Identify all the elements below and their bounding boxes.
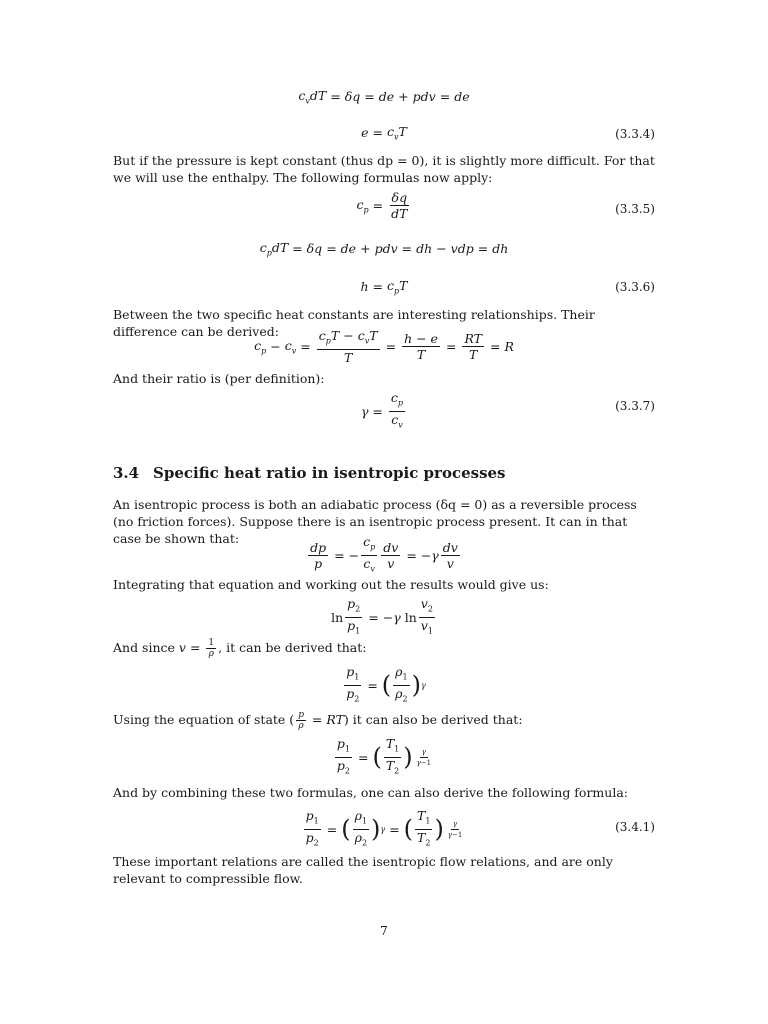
- equation-density-ratio: $\frac{p_1}{p_2}$ = ( $\frac{\rho_1}{\rho_2}$ ) γ: [346, 664, 426, 703]
- section-title: Specific heat ratio in isentropic processes: [153, 464, 506, 482]
- equation-ln: ln $\frac{p_2}{p_1}$ = − γ ln $\frac{v_2}{v_1}$: [331, 596, 433, 635]
- equation-3-3-4: e = $c_vT$ (3.3.4): [361, 124, 655, 142]
- equation-number: (3.3.5): [615, 202, 655, 216]
- paragraph-ratio: And their ratio is (per definition):: [113, 371, 325, 386]
- equation-3-4-1: $\frac{p_1}{p_2}$ = ( $\frac{\rho_1}{\rho_2}$ ) γ = ( $\frac{T_1}{T_2}$ ) $\frac{\gamma}{\gamma-1}$ (3.4.1): [305, 808, 655, 847]
- equation-dp-over-p: $\frac{dp}{p}$ = − $\frac{c_p}{c_v}$ $\frac{dv}{v}$ = − γ $\frac{dv}{v}$: [310, 534, 458, 573]
- equation-cv-dT: $c_vdT$ = δq = de + pdv = de: [298, 88, 470, 106]
- equation-3-3-7: γ = $\frac{c_p}{c_v}$ (3.3.7): [360, 390, 655, 429]
- paragraph-enthalpy-intro: But if the pressure is kept constant (thus dp = 0), it is slightly more difficult. For that we will use the enthalpy. The following formulas now apply:: [113, 153, 655, 185]
- paragraph-isentropic-intro: An isentropic process is both an adiabatic process (δq = 0) as a reversible process (no friction forces). Suppose there is an isentropic process present. It can in that case be shown that:: [113, 497, 637, 546]
- equation-3-3-5: $c_p$ = $\frac{\delta q}{dT}$ (3.3.5): [356, 190, 655, 221]
- paragraph-difference: Between the two specific heat constants are interesting relationships. Their difference can be derived:: [113, 307, 595, 339]
- equation-number: (3.3.6): [615, 280, 655, 294]
- paragraph-isentropic-relations: These important relations are called the isentropic flow relations, and are only relevant to compressible flow.: [113, 854, 613, 886]
- paragraph-integrating: Integrating that equation and working out the results would give us:: [113, 577, 549, 592]
- paragraph-since-v: And since v = $\frac{1}{\rho}$ , it can be derived that:: [113, 638, 367, 659]
- page-number: 7: [380, 924, 388, 938]
- paragraph-combining: And by combining these two formulas, one can also derive the following formula:: [113, 785, 628, 800]
- equation-cp-dT: $c_pdT$ = δq = de + pdv = dh − vdp = dh: [259, 240, 509, 258]
- section-number: 3.4: [113, 464, 140, 482]
- equation-number: (3.4.1): [615, 820, 655, 834]
- section-heading: [113, 464, 655, 482]
- equation-cp-minus-cv: $c_p$ − $c_v$ = $\frac{c_pT - c_vT}{T}$ = $\frac{h - e}{T}$ = $\frac{RT}{T}$ = R: [254, 328, 514, 365]
- paragraph-equation-of-state: Using the equation of state ( $\frac{p}{\rho}$ = RT) it can also be derived that:: [113, 710, 523, 731]
- equation-3-3-6: h = $c_pT$ (3.3.6): [360, 278, 655, 296]
- equation-number: (3.3.4): [615, 127, 655, 141]
- equation-temperature-ratio: $\frac{p_1}{p_2}$ = ( $\frac{T_1}{T_2}$ ) $\frac{\gamma}{\gamma-1}$: [336, 736, 432, 775]
- equation-number: (3.3.7): [615, 399, 655, 413]
